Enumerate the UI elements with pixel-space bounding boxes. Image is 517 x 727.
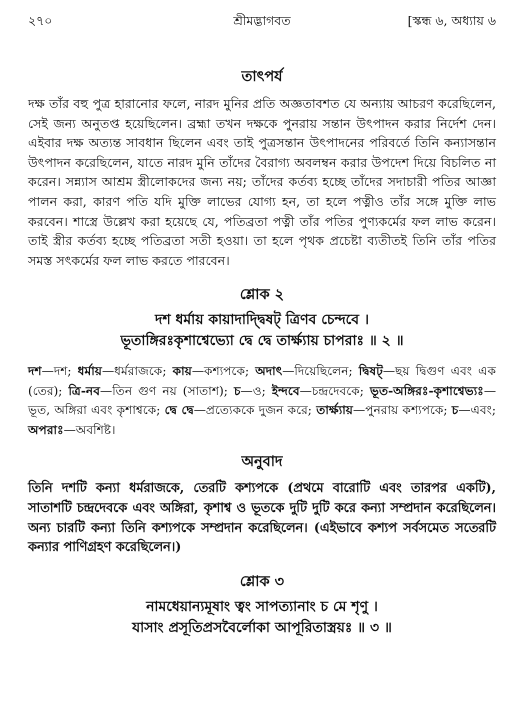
synonym-meaning: প্রত্যেককে দুজন করে; bbox=[205, 403, 317, 418]
book-page bbox=[28, 10, 496, 639]
synonym-word: তার্ক্ষ্যায় bbox=[316, 403, 353, 418]
synonym-meaning: তিন গুণ নয় (সাতাশ); bbox=[112, 383, 234, 398]
synonym-entry: অদাৎ—দিয়েছিলেন; bbox=[255, 364, 359, 379]
synonym-meaning: পুনরায় কশ্যপকে; bbox=[365, 403, 452, 418]
synonym-word: অদাৎ bbox=[255, 364, 283, 379]
verse-3-line: নামধেয়ান্যমূষাং ত্বং সাপত্যানাং চ মে শৃণু । bbox=[146, 599, 378, 616]
synonym-meaning: দশ; bbox=[53, 364, 78, 379]
synonym-entry: চ—এবং; bbox=[451, 403, 496, 418]
synonym-meaning: কশ্যপকে; bbox=[204, 364, 256, 379]
synonym-word: ত্রি-নব bbox=[68, 383, 100, 398]
synonym-meaning: এবং; bbox=[470, 403, 496, 418]
synonym-meaning: অবশিষ্ট। bbox=[75, 422, 116, 437]
synonym-word: অপরাঃ bbox=[28, 422, 64, 437]
synonym-entry: ভূত-অঙ্গিরঃ-কৃশাশ্বেভ্যঃ—ভূত, অঙ্গিরা এবং কৃশাশ্বকে; bbox=[28, 383, 496, 418]
translation-heading: অনুবাদ bbox=[241, 452, 283, 470]
synonym-word: কায় bbox=[172, 364, 192, 379]
synonym-word: দশ bbox=[28, 364, 42, 379]
verse-3-text bbox=[28, 597, 496, 639]
synonym-entry: দ্বে দ্বে—প্রত্যেককে দুজন করে; bbox=[164, 403, 317, 418]
synonym-meaning: ভূত, অঙ্গিরা এবং কৃশাশ্বকে; bbox=[28, 403, 165, 418]
purport-text: দক্ষ তাঁর বহু পুত্র হারানোর ফলে, নারদ মুনির প্রতি অজ্ঞতাবশত যে অন্যায় আচরণ করেছিলেন, সেই জন্য অনুতপ্ত হয়েছিলেন। ব্রহ্মা তখন দক্ষকে পুনরায় সন্তান উৎপাদন করার নির্দেশ দেন। এইবার দক্ষ অত্যন্ত সাবধান ছিলেন এবং তাই পুত্রসন্তান উৎপাদনের পরিবর্তে তিনি কন্যাসন্তান উৎপাদন করেছিলেন, যাতে নারদ মুনি তাঁদের বৈরাগ্য অবলম্বন করার উপদেশ দিয়ে বিচলিত না করেন। সন্ন্যাস আশ্রম স্ত্রীলোকদের জন্য নয়; তাঁদের কর্তব্য হচ্ছে তাঁদের সদাচারী পতির আজ্ঞা পালন করা, কারণ পতি যদি মুক্তি লাভের যোগ্য হন, তা হলে পত্নীও তাঁর সঙ্গে মুক্তি লাভ করবেন। শাস্ত্রে উল্লেখ করা হয়েছে যে, পতিব্রতা পত্নী তাঁর পতির পুণ্যকর্মের ফল লাভ করেন। তাই স্ত্রীর কর্তব্য হচ্ছে পতিব্রতা সতী হওয়া। তা হলে পৃথক প্রচেষ্টা ব্যতীতই তিনি তাঁর পতির সমস্ত সৎকর্মের ফল লাভ করতে পারবেন। bbox=[28, 96, 496, 268]
synonym-meaning: চন্দ্রদেবকে; bbox=[311, 383, 370, 398]
synonym-entry: অপরাঃ—অবশিষ্ট। bbox=[28, 422, 116, 437]
synonym-entry: ধর্মায়—ধর্মরাজকে; bbox=[77, 364, 173, 379]
canto-chapter-label: [স্কন্ধ ৬, অধ্যায় ৬ bbox=[407, 13, 496, 28]
synonym-word: ইন্দবে bbox=[271, 383, 300, 398]
synonym-meaning: দিয়েছিলেন; bbox=[294, 364, 359, 379]
running-head bbox=[28, 10, 496, 32]
book-title: শ্রীমদ্ভাগবত bbox=[233, 13, 291, 28]
synonym-word: দ্বিষট্ bbox=[358, 364, 383, 379]
verse-2-line: ভূতাঙ্গিরঃকৃশাশ্বেভ্যো দ্বে দ্বে তার্ক্ষ্যায় চাপরাঃ ॥ ২ ॥ bbox=[120, 333, 404, 350]
synonym-entry: দশ—দশ; bbox=[28, 364, 78, 379]
synonym-entry: কায়—কশ্যপকে; bbox=[172, 364, 256, 379]
synonym-meaning: ছয় দ্বিগুণ এবং এক (তের); bbox=[28, 364, 496, 398]
synonym-meaning: ও; bbox=[252, 383, 272, 398]
verse-2-text bbox=[28, 310, 496, 352]
translation-text: তিনি দশটি কন্যা ধর্মরাজকে, তেরটি কশ্যপকে (প্রথমে বারোটি এবং তারপর একটি), সাতাশটি চন্দ্রদেবকে এবং অঙ্গিরা, কৃশাশ্ব ও ভূতকে দুটি দুটি করে কন্যা সম্প্রদান করেছিলেন। অন্য চারটি কন্যা তিনি কশ্যপকে সম্প্রদান করেছিলেন। (এইভাবে কশ্যপ সর্বসমেত সতেরটি কন্যার পাণিগ্রহণ করেছিলেন।) bbox=[28, 480, 496, 556]
verse-2-line: দশ ধর্মায় কায়াদাদ্দ্বিষট্ ত্রিণব চেন্দবে । bbox=[155, 312, 369, 329]
synonym-word: ভূত-অঙ্গিরঃ-কৃশাশ্বেভ্যঃ bbox=[369, 383, 484, 398]
verse-3-heading: শ্লোক ৩ bbox=[239, 573, 285, 591]
synonym-entry: ইন্দবে—চন্দ্রদেবকে; bbox=[271, 383, 370, 398]
verse-3-line: যাসাং প্রসূতিপ্রসবৈর্লোকা আপূরিতাস্ত্রয়ঃ ॥ ৩ ॥ bbox=[132, 620, 392, 637]
synonym-entry: চ—ও; bbox=[233, 383, 272, 398]
synonym-entry: দ্বিষট্—ছয় দ্বিগুণ এবং এক (তের); bbox=[28, 364, 496, 398]
synonym-entry: ত্রি-নব—তিন গুণ নয় (সাতাশ); bbox=[68, 383, 234, 398]
synonyms bbox=[28, 362, 496, 440]
synonym-word: ধর্মায় bbox=[77, 364, 102, 379]
synonym-entry: তার্ক্ষ্যায়—পুনরায় কশ্যপকে; bbox=[316, 403, 452, 418]
synonym-word: দ্বে দ্বে bbox=[164, 403, 194, 418]
page-number: ২৭০ bbox=[28, 13, 53, 28]
synonym-word: চ bbox=[451, 403, 459, 418]
synonym-word: চ bbox=[233, 383, 241, 398]
synonym-meaning: ধর্মরাজকে; bbox=[114, 364, 173, 379]
purport-heading: তাৎপর্য bbox=[241, 68, 283, 85]
verse-2-heading: শ্লোক ২ bbox=[239, 286, 285, 304]
